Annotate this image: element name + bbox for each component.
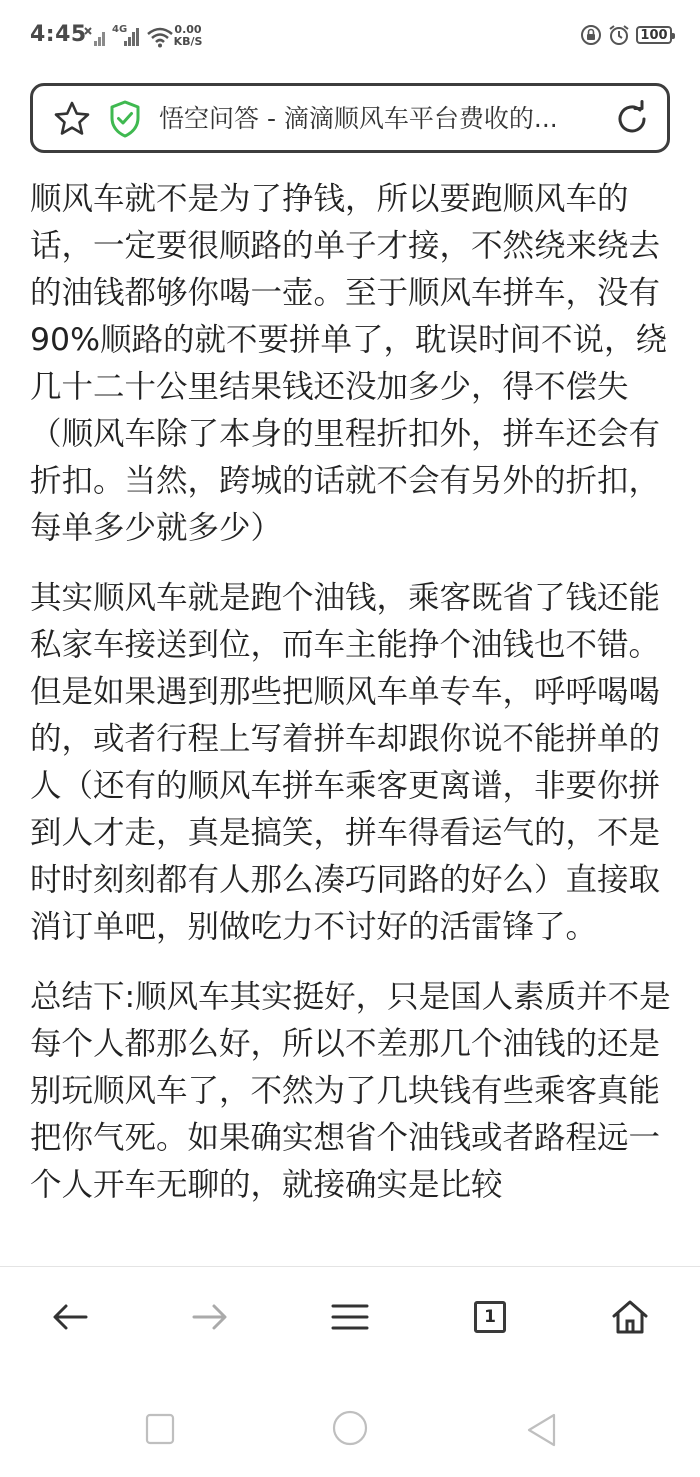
security-shield-icon[interactable] [109,100,141,138]
net-speed-value: 0.00 [174,23,202,36]
status-time: 4:45 [30,22,87,47]
home-button[interactable] [610,1297,650,1337]
recent-apps-square-icon[interactable] [145,1412,175,1446]
system-navigation-bar [0,1372,700,1477]
arrow-right-icon [190,1297,230,1337]
article-paragraph: 总结下:顺风车其实挺好，只是国人素质并不是每个人都那么好，所以不差那几个油钱的还是别玩顺风车了，不然为了几块钱有些乘客真能把你气死。如果确实想省个油钱或者路程远一个人开车无聊的，就接确实是比较 [30,979,671,1203]
status-bar [0,0,700,72]
reload-icon[interactable] [613,100,651,138]
home-icon [610,1297,650,1337]
back-triangle-icon[interactable] [525,1412,557,1448]
menu-button[interactable] [330,1297,370,1337]
back-button[interactable] [50,1297,90,1337]
wifi-icon [146,26,174,48]
article-paragraph: 其实顺风车就是跑个油钱，乘客既省了钱还能私家车接送到位，而车主能挣个油钱也不错。但是如果遇到那些把顺风车单专车，呼呼喝喝的，或者行程上写着拼车却跟你说不能拼单的人（还有的顺风车拼车乘客更离谱，非要你拼到人才走，真是搞笑，拼车得看运气的，不是时时刻刻都有人那么凑巧同路的好么）直接取消订单吧，别做吃力不讨好的活雷锋了。 [30,580,661,945]
browser-toolbar [0,1266,700,1373]
signal-4g-icon [112,26,140,48]
tabs-button[interactable] [470,1297,510,1337]
signal-no-service-icon [84,26,108,48]
arrow-left-icon [50,1297,90,1337]
network-type-label: 4G [112,24,128,35]
article-content[interactable] [30,176,672,1267]
tab-count-icon: 1 [474,1301,506,1333]
article-paragraph: 顺风车就不是为了挣钱，所以要跑顺风车的话，一定要很顺路的单子才接，不然绕来绕去的油钱都够你喝一壶。至于顺风车拼车，没有90%顺路的就不要拼单了，耽误时间不说，绕几十二十公里结果钱还没加多少，得不偿失（顺风车除了本身的里程折扣外，拼车还会有折扣。当然，跨城的话就不会有另外的折扣，每单多少就多少） [30,181,668,546]
battery-indicator: 100 [636,26,672,44]
net-speed [172,24,204,48]
alarm-icon [608,24,630,46]
net-speed-unit: KB/S [173,35,203,48]
home-circle-icon[interactable] [332,1410,368,1446]
bookmark-star-icon[interactable] [53,100,91,138]
page-title[interactable]: 悟空问答 - 滴滴顺风车平台费收的... [159,104,558,133]
forward-button[interactable] [190,1297,230,1337]
address-bar[interactable] [30,83,670,153]
hamburger-menu-icon [330,1297,370,1337]
status-right-icons [580,24,672,46]
orientation-lock-icon [580,24,602,46]
signal-indicators [84,24,174,48]
